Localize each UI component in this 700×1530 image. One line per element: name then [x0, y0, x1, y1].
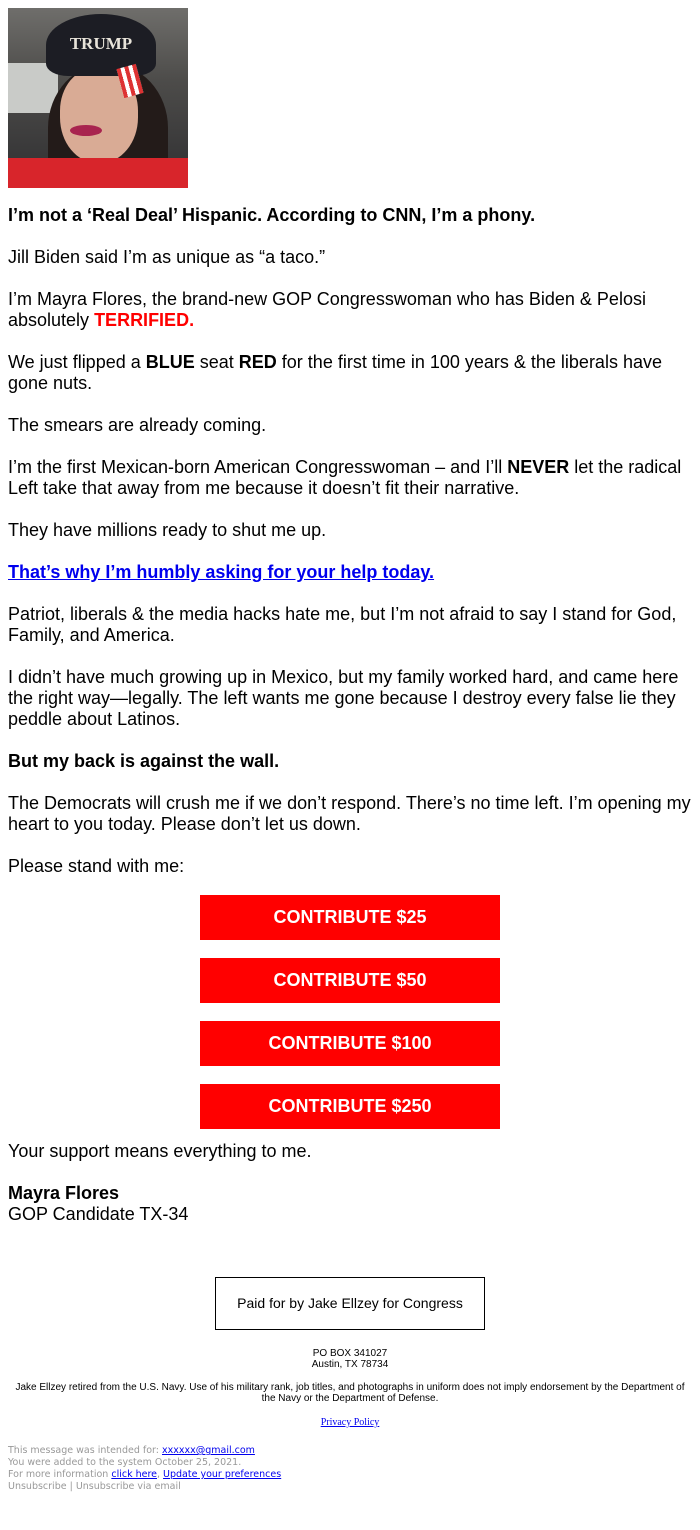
contribute-25-button[interactable]: CONTRIBUTE $25 — [200, 895, 500, 940]
contribute-50-button[interactable]: CONTRIBUTE $50 — [200, 958, 500, 1003]
email-link[interactable]: xxxxxx@gmail.com — [162, 1445, 255, 1456]
intended-label: This message was intended for: — [8, 1445, 162, 1456]
contribute-100-button[interactable]: CONTRIBUTE $100 — [200, 1021, 500, 1066]
address-line-2: Austin, TX 78734 — [311, 1359, 389, 1370]
privacy-policy-link[interactable]: Privacy Policy — [320, 1417, 380, 1428]
paragraph-2: I’m Mayra Flores, the brand-new GOP Congresswoman who has Biden & Pelosi absolutely TERRIFIED. — [8, 289, 646, 330]
unsubscribe-email-link[interactable]: Unsubscribe via email — [75, 1481, 181, 1492]
paragraph-5: I’m the first Mexican-born American Congresswoman – and I’ll NEVER let the radical Left take that away from me because it doesn’t fit their narrative. — [8, 457, 682, 498]
update-preferences-link[interactable]: Update your preferences — [163, 1469, 282, 1480]
unsubscribe-link[interactable]: Unsubscribe — [8, 1481, 67, 1492]
privacy-row — [8, 1417, 692, 1428]
click-here-link[interactable]: click here — [111, 1469, 157, 1480]
disclaimer: Jake Ellzey retired from the U.S. Navy. Use of his military rank, job titles, and photographs in uniform does not imply endorsement by the Department of the Navy or the Department of Defense. — [15, 1382, 685, 1404]
contribute-250-button[interactable]: CONTRIBUTE $250 — [200, 1084, 500, 1129]
paragraph-6: They have millions ready to shut me up. — [8, 520, 327, 540]
help-link-paragraph — [8, 562, 692, 583]
closing: Your support means everything to me. — [8, 1141, 312, 1161]
paragraph-1: Jill Biden said I’m as unique as “a taco.” — [8, 247, 326, 267]
contribute-buttons — [8, 895, 692, 1129]
paragraph-9: But my back is against the wall. — [8, 751, 280, 771]
photo-shirt — [8, 158, 188, 188]
address-line-1: PO BOX 341027 — [312, 1348, 388, 1359]
signature-name: Mayra Flores — [8, 1183, 120, 1203]
signature — [8, 1183, 692, 1225]
paragraph-4: The smears are already coming. — [8, 415, 267, 435]
photo-lips — [70, 125, 102, 136]
more-info-label: For more information — [8, 1469, 112, 1480]
signature-title: GOP Candidate TX-34 — [8, 1204, 189, 1224]
help-link[interactable]: That’s why I’m humbly asking for your help today. — [8, 562, 435, 582]
separator: | — [66, 1481, 76, 1492]
paragraph-11: Please stand with me: — [8, 856, 185, 876]
paragraph-10: The Democrats will crush me if we don’t respond. There’s no time left. I’m opening my heart to you today. Please don’t let us down. — [8, 793, 691, 834]
added-date: You were added to the system October 25, 2021. — [8, 1457, 242, 1468]
address — [8, 1348, 692, 1370]
photo-cap: TRUMP — [46, 14, 156, 76]
paid-for-box: Paid for by Jake Ellzey for Congress — [215, 1277, 485, 1330]
paragraph-7: Patriot, liberals & the media hacks hate me, but I’m not afraid to say I stand for God, Family, and America. — [8, 604, 677, 645]
subscription-info: This message was intended for: xxxxxx@gmail.com You were added to the system October 25, 2021. For more information click here, Update your preferences Unsubscribe | Unsubscribe via email — [8, 1445, 282, 1492]
candidate-photo — [8, 8, 188, 188]
paragraph-8: I didn’t have much growing up in Mexico, but my family worked hard, and came here the right way—legally. The left wants me gone because I destroy every false lie they peddle about Latinos. — [8, 667, 679, 729]
headline: I’m not a ‘Real Deal’ Hispanic. According to CNN, I’m a phony. — [8, 205, 536, 225]
paragraph-3: We just flipped a BLUE seat RED for the first time in 100 years & the liberals have gone nuts. — [8, 352, 662, 393]
